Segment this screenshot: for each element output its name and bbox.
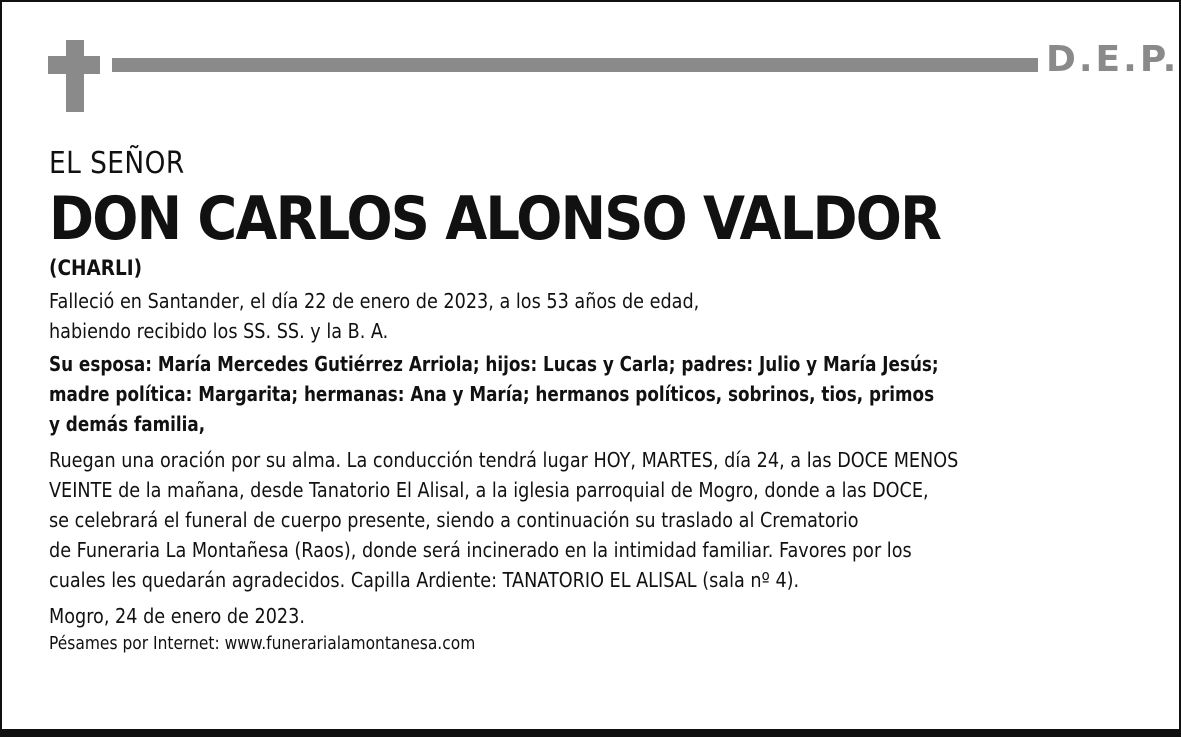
notice-body: [49, 145, 1149, 657]
family-line: madre política: Margarita; hermanas: Ana y María; hermanos políticos, sobrinos, tios, primos: [49, 382, 935, 406]
family-line: Su esposa: María Mercedes Gutiérrez Arriola; hijos: Lucas y Carla; padres: Julio y María Jesús;: [49, 352, 939, 376]
dep-label: D.E.P.: [1046, 39, 1180, 80]
death-info: [49, 286, 1149, 346]
service-line: Ruegan una oración por su alma. La conducción tendrá lugar HOY, MARTES, día 24, a las DOCE MENOS: [49, 448, 959, 472]
service-line: se celebrará el funeral de cuerpo presente, siendo a continuación su traslado al Crematorio: [49, 508, 859, 532]
deceased-nickname: (CHARLI): [49, 256, 143, 280]
death-info-line: habiendo recibido los SS. SS. y la B. A.: [49, 319, 389, 343]
deceased-name: DON CARLOS ALONSO VALDOR: [49, 184, 941, 254]
place-date: Mogro, 24 de enero de 2023.: [49, 604, 305, 628]
title-prefix: EL SEÑOR: [49, 146, 185, 181]
family-line: y demás familia,: [49, 412, 206, 436]
service-line: cuales les quedarán agradecidos. Capilla Ardiente: TANATORIO EL ALISAL (sala nº 4).: [49, 568, 800, 592]
header-divider: [112, 58, 1038, 72]
bottom-border: [2, 729, 1179, 735]
death-info-line: Falleció en Santander, el día 22 de enero de 2023, a los 53 años de edad,: [49, 289, 700, 313]
service-line: de Funeraria La Montañesa (Raos), donde será incinerado en la intimidad familiar. Favores por los: [49, 538, 912, 562]
header: [48, 39, 1180, 112]
service-line: VEINTE de la mañana, desde Tanatorio El Alisal, a la iglesia parroquial de Mogro, donde a las DOCE,: [49, 478, 929, 502]
cross-icon: [48, 40, 100, 112]
family-list: [49, 349, 1149, 439]
service-details: [49, 445, 1149, 595]
condolences-link: Pésames por Internet: www.funerarialamontanesa.com: [49, 633, 476, 654]
